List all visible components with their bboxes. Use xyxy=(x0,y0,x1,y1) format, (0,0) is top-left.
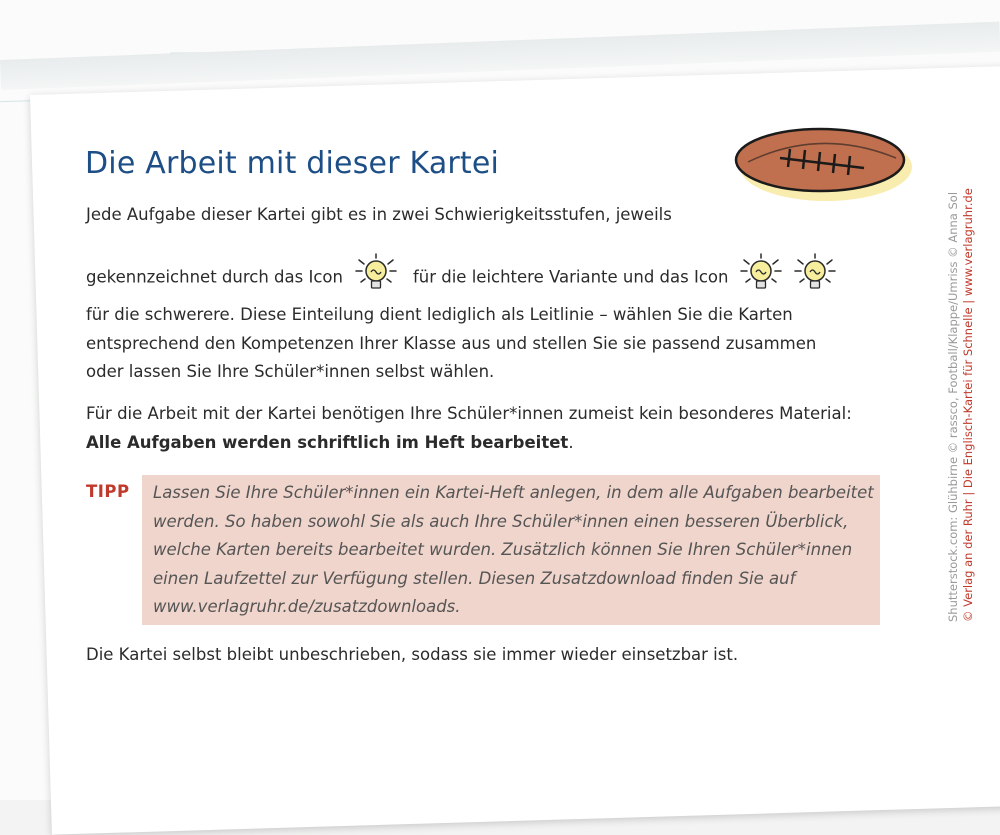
intro-line-2-start: gekennzeichnet durch das Icon xyxy=(86,267,343,287)
intro-rest: für die schwerere. Diese Einteilung dient lediglich als Leitlinie – wählen Sie die Karten entsprechend den Kompetenzen Ihrer Klasse aus und stellen Sie sie passend zusammen oder lassen Sie Ihre Schüler*innen selbst wählen. xyxy=(86,305,817,381)
material-bold: Alle Aufgaben werden schriftlich im Heft bearbeitet xyxy=(86,432,569,452)
lightbulb-icon xyxy=(353,253,399,303)
intro-line-2 xyxy=(86,253,886,303)
intro-line-2-middle: für die leichtere Variante und das Icon xyxy=(412,267,729,287)
material-paragraph xyxy=(86,400,886,457)
material-end: . xyxy=(568,432,574,452)
credit-line-1: Shutterstock.com: Glühbirne © rassco, Football/Klappe/Umriss © Anna Sol xyxy=(946,191,960,622)
intro-line-1: Jede Aufgabe dieser Kartei gibt es in zwei Schwierigkeitsstufen, jeweils xyxy=(86,205,672,224)
material-text: Für die Arbeit mit der Kartei benötigen Ihre Schüler*innen zumeist kein besonderes Material: xyxy=(86,404,852,423)
credit-text xyxy=(946,188,976,622)
closing-text: Die Kartei selbst bleibt unbeschrieben, sodass sie immer wieder einsetzbar ist. xyxy=(86,645,739,664)
tipp-label: TIPP xyxy=(86,482,130,501)
tipp-text: Lassen Sie Ihre Schüler*innen ein Kartei-Heft anlegen, in dem alle Aufgaben bearbeitet werden. So haben sowohl Sie als auch Ihre Schüler*innen einen besseren Überblick, welche Karten bereits bearbeitet wurden. Zusätzlich können Sie Ihren Schüler*innen einen Laufzettel zur Verfügung stellen. Diesen Zusatzdownload finden Sie auf www.verlagruhr.de/zusatzdownloads. xyxy=(153,483,874,616)
page-title: Die Arbeit mit dieser Kartei xyxy=(85,146,500,181)
credit-line-2: © Verlag an der Ruhr | Die Englisch-Kartei für Schnelle | www.verlagruhr.de xyxy=(961,188,975,622)
two-lightbulbs-icon xyxy=(738,253,838,303)
football-icon xyxy=(728,122,918,204)
